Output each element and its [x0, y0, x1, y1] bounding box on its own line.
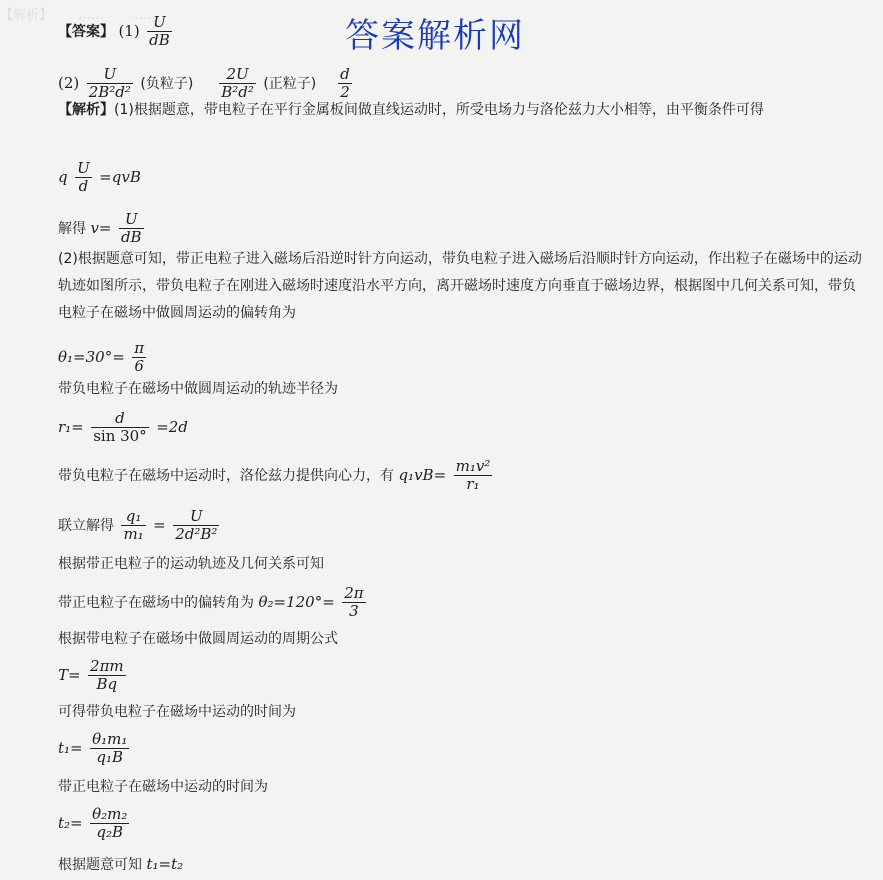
- period-lhs: T=: [58, 665, 81, 684]
- combine-equals: =: [153, 515, 166, 534]
- t1-fraction: [90, 731, 129, 767]
- equation-theta1: [58, 340, 149, 376]
- fraction-numerator: U: [77, 159, 90, 177]
- r1-lhs: r₁=: [58, 417, 84, 436]
- final-line: [58, 857, 183, 872]
- theta1-fraction: [132, 340, 146, 376]
- fraction-numerator: 2π: [344, 584, 364, 602]
- answer-tag: 【答案】: [58, 23, 114, 40]
- final-text: 根据题意可知: [58, 857, 142, 873]
- answer-pos-note: (正粒子): [263, 75, 317, 92]
- equation-lorentz: [58, 458, 495, 494]
- fraction-numerator: m₁v²: [455, 457, 491, 475]
- equation-balance-fraction: [75, 160, 92, 196]
- fraction-numerator: U: [147, 14, 172, 32]
- watermark: 答案解析网: [345, 16, 525, 56]
- fraction-numerator: π: [134, 339, 145, 357]
- equation-t1: [58, 731, 132, 767]
- fraction-denominator: 2d²B²: [175, 525, 218, 544]
- answer-part1-fraction: [147, 14, 172, 50]
- fraction-numerator: θ₂m₂: [92, 805, 128, 823]
- fraction-denominator: sin 30°: [93, 427, 147, 446]
- velocity-fraction: [119, 211, 144, 247]
- t2-fraction: [90, 806, 129, 842]
- fraction-denominator: dB: [149, 31, 170, 50]
- neg-time-text: 可得带负电粒子在磁场中运动的时间为: [58, 704, 296, 720]
- analysis-paragraph-2: (2)根据题意可知，带正电粒子进入磁场后沿逆时针方向运动，带负电粒子进入磁场后沿顺时针方向运动，作出粒子在磁场中的运动轨迹如图所示，带负电粒子在刚进入磁场时速度沿水平方向，离开磁场时速度方向垂直于磁场边界，根据图中几何关系可知，带负电粒子在磁场中做圆周运动的偏转角为: [58, 251, 862, 321]
- fraction-denominator: Bq: [96, 675, 118, 694]
- analysis-p1: (1)根据题意，带电粒子在平行金属板间做直线运动时，所受电场力与洛伦兹力大小相等，由平衡条件可得: [114, 102, 764, 118]
- equation-period: [58, 658, 129, 694]
- fraction-denominator: 6: [134, 357, 144, 376]
- combine-fraction-left: [121, 508, 145, 544]
- lorentz-fraction: [454, 458, 493, 494]
- equation-balance-rhs: =qvB: [99, 167, 141, 186]
- fraction-denominator: r₁: [466, 475, 480, 494]
- t2-lhs: t₂=: [58, 813, 83, 832]
- answer-line-1: [58, 14, 175, 50]
- analysis-tag: 【解析】: [58, 102, 114, 118]
- fraction-numerator: d: [91, 410, 149, 428]
- fraction-numerator: q₁: [121, 508, 145, 526]
- pos-time-text: 带正电粒子在磁场中运动的时间为: [58, 779, 268, 795]
- equation-r1: [58, 410, 188, 446]
- fraction-numerator: θ₁m₁: [92, 730, 128, 748]
- lorentz-lhs: q₁vB=: [398, 465, 447, 484]
- lorentz-text: 带负电粒子在磁场中运动时，洛伦兹力提供向心力，有: [58, 467, 394, 484]
- r1-fraction: [91, 410, 149, 446]
- pos-geom-text: 根据带正电粒子的运动轨迹及几何关系可知: [58, 556, 324, 572]
- period-fraction: [88, 658, 126, 694]
- period-text: 根据带电粒子在磁场中做圆周运动的周期公式: [58, 631, 338, 647]
- fraction-denominator: 2: [340, 83, 350, 102]
- radius-text: 带负电粒子在磁场中做圆周运动的轨迹半径为: [58, 381, 338, 397]
- fraction-denominator: B²d²: [221, 83, 254, 102]
- answer-part2-prefix: (2): [58, 73, 80, 92]
- fraction-denominator: q₂B: [96, 823, 124, 842]
- combine-fraction-right: [173, 508, 219, 544]
- solve-label: 解得: [58, 220, 86, 237]
- fraction-numerator: d: [340, 65, 350, 83]
- fraction-denominator: m₁: [123, 525, 144, 544]
- analysis-paragraph-1: [58, 97, 868, 124]
- fraction-numerator: U: [87, 66, 133, 84]
- answer-neg-note: (负粒子): [140, 75, 194, 92]
- fraction-numerator: 2πm: [90, 657, 124, 675]
- equation-theta2: [58, 585, 369, 621]
- combine-label: 联立解得: [58, 517, 114, 534]
- fraction-numerator: U: [173, 508, 219, 526]
- fraction-numerator: U: [119, 211, 144, 229]
- fraction-denominator: dB: [120, 228, 142, 247]
- fraction-denominator: q₁B: [96, 748, 124, 767]
- fraction-numerator: 2U: [219, 66, 256, 84]
- fraction-denominator: d: [78, 177, 89, 196]
- answer-part1-prefix: (1): [118, 21, 140, 40]
- bleed-through-text: 【解析】 …… ……: [0, 8, 157, 23]
- equation-combine: [58, 508, 222, 544]
- t1-lhs: t₁=: [58, 738, 83, 757]
- equation-q: q: [58, 167, 68, 186]
- theta2-fraction: [342, 585, 365, 621]
- equation-velocity: [58, 211, 147, 247]
- r1-rhs: =2d: [156, 417, 188, 436]
- pos-angle-text: 带正电粒子在磁场中的偏转角为: [58, 594, 254, 611]
- equation-balance: [58, 160, 141, 196]
- equation-t2: [58, 806, 132, 842]
- fraction-denominator: 2B²d²: [88, 83, 131, 102]
- velocity-lhs: v=: [90, 218, 112, 237]
- fraction-denominator: 3: [349, 602, 359, 621]
- theta1-lhs: θ₁=30°=: [58, 347, 125, 366]
- final-equation: t₁=t₂: [146, 855, 184, 873]
- theta2-lhs: θ₂=120°=: [258, 592, 335, 611]
